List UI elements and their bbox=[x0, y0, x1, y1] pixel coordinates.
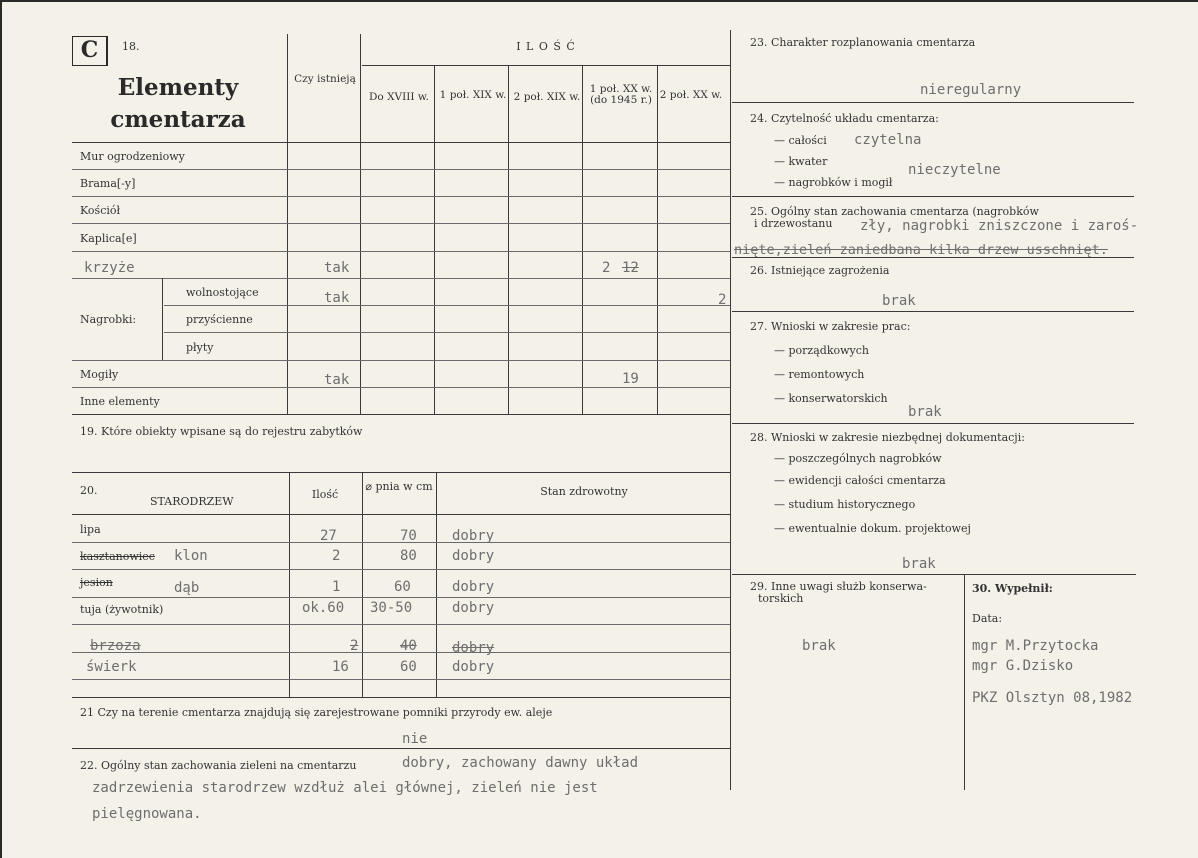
wolnostojace-exists: tak bbox=[324, 290, 350, 306]
title-line2: cmentarza bbox=[110, 106, 246, 133]
q25-answer-2: nięte,zieleń zaniedbana kilka drzew usschnięt. bbox=[734, 242, 1108, 258]
q23-label: 23. Charakter rozplanowania cmentarza bbox=[750, 36, 976, 49]
period-col-4: 2 poł. XX w. bbox=[659, 89, 723, 101]
row-kosciol: Kościół bbox=[80, 204, 121, 217]
q28-c: — studium historycznego bbox=[774, 498, 916, 511]
tree-row-5-qty: 16 bbox=[332, 659, 349, 675]
period-col-3: 1 poł. XX w. (do 1945 r.) bbox=[589, 83, 653, 106]
q24-b: — kwater bbox=[774, 155, 828, 168]
krzyze-exists: tak bbox=[324, 260, 350, 276]
q25-label-1: 25. Ogólny stan zachowania cmentarza (nagrobków bbox=[750, 205, 1039, 218]
section-letter-box: C bbox=[72, 36, 108, 66]
q21-answer: nie bbox=[402, 731, 428, 747]
tree-row-1-health: dobry bbox=[452, 548, 495, 564]
tree-row-0-qty: 27 bbox=[320, 528, 337, 544]
q21-label: 21 Czy na terenie cmentarza znajdują się zarejestrowane pomniki przyrody ew. aleje bbox=[80, 706, 553, 719]
tree-row-2-diam: 60 bbox=[394, 579, 411, 595]
ilosc-header: I L O Ś Ć bbox=[516, 40, 576, 53]
tree-row-1-qty: 2 bbox=[332, 548, 341, 564]
mogily-exists: tak bbox=[324, 372, 350, 388]
row-inne: Inne elementy bbox=[80, 395, 160, 408]
q29-label-2: torskich bbox=[758, 592, 804, 605]
q28-label: 28. Wnioski w zakresie niezbędnej dokumentacji: bbox=[750, 431, 1025, 444]
q30-organization: PKZ Olsztyn 08,1982 bbox=[972, 690, 1133, 706]
trees-header-qty: Ilość bbox=[311, 488, 339, 501]
tree-row-2-printed: jesion bbox=[80, 576, 113, 589]
period-col-0: Do XVIII w. bbox=[369, 91, 429, 103]
q23-answer: nieregularny bbox=[920, 82, 1022, 98]
col-exists-header: Czy istnieją bbox=[294, 73, 356, 85]
q27-b: — remontowych bbox=[774, 368, 865, 381]
q19-label: 19. Które obiekty wpisane są do rejestru zabytków bbox=[80, 425, 363, 438]
q24-a-answer: czytelna bbox=[854, 132, 922, 148]
tree-row-2-health: dobry bbox=[452, 579, 495, 595]
tree-row-4-typed: brzoza bbox=[90, 638, 141, 654]
q30-label: 30. Wypełnił: bbox=[972, 582, 1053, 595]
q24-label: 24. Czytelność układu cmentarza: bbox=[750, 112, 939, 125]
trees-header-health: Stan zdrowotny bbox=[540, 485, 628, 498]
q22-line2: zadrzewienia starodrzew wzdłuż alei głównej, zieleń nie jest bbox=[92, 780, 598, 796]
trees-header-diam: ⌀ pnia w cm bbox=[365, 480, 433, 493]
q27-answer: brak bbox=[908, 404, 942, 420]
row-przyscienne: przyścienne bbox=[186, 313, 253, 326]
tree-row-0-diam: 70 bbox=[400, 528, 417, 544]
q27-label: 27. Wnioski w zakresie prac: bbox=[750, 320, 911, 333]
tree-row-3-diam: 30-50 bbox=[370, 600, 413, 616]
q24-c-answer: nieczytelne bbox=[908, 162, 1001, 178]
tree-row-0-printed: lipa bbox=[80, 523, 101, 536]
row-mur: Mur ogrodzeniowy bbox=[80, 150, 185, 163]
tree-row-2-typed: dąb bbox=[174, 580, 200, 596]
row-brama: Brama[-y] bbox=[80, 177, 136, 190]
q28-d: — ewentualnie dokum. projektowej bbox=[774, 522, 971, 535]
title-line1: Elementy bbox=[117, 74, 239, 101]
row-plyty: płyty bbox=[186, 341, 214, 354]
q27-a: — porządkowych bbox=[774, 344, 869, 357]
q25-label-2: i drzewostanu bbox=[754, 217, 833, 230]
tree-row-0-health: dobry bbox=[452, 528, 495, 544]
q28-answer: brak bbox=[902, 556, 936, 572]
q22-line1: dobry, zachowany dawny układ bbox=[402, 755, 639, 771]
tree-row-5-diam: 60 bbox=[400, 659, 417, 675]
tree-row-4-diam: 40 bbox=[400, 638, 417, 654]
q22-line3: pielęgnowana. bbox=[92, 806, 202, 822]
krzyze-count: 2 bbox=[602, 260, 611, 276]
q28-a: — poszczególnych nagrobków bbox=[774, 452, 942, 465]
tree-row-3-health: dobry bbox=[452, 600, 495, 616]
q29-answer: brak bbox=[802, 638, 836, 654]
q27-c: — konserwatorskich bbox=[774, 392, 888, 405]
tree-row-3-printed: tuja (żywotnik) bbox=[80, 603, 164, 616]
trees-header-name: STARODRZEW bbox=[150, 495, 234, 508]
q24-a: — całości bbox=[774, 134, 827, 147]
q25-answer-1: zły, nagrobki zniszczone i zaroś- bbox=[860, 218, 1139, 234]
tree-row-2-qty: 1 bbox=[332, 579, 341, 595]
row-nagrobki: Nagrobki: bbox=[80, 313, 137, 326]
q26-answer: brak bbox=[882, 293, 916, 309]
mogily-count: 19 bbox=[622, 371, 639, 387]
row-kaplica: Kaplica[e] bbox=[80, 232, 137, 245]
period-col-1: 1 poł. XIX w. bbox=[439, 89, 507, 101]
q26-label: 26. Istniejące zagrożenia bbox=[750, 264, 890, 277]
tree-row-4-health: dobry bbox=[452, 640, 495, 656]
row-wolnostojace: wolnostojące bbox=[186, 286, 259, 299]
q28-b: — ewidencji całości cmentarza bbox=[774, 474, 946, 487]
section-number: 18. bbox=[122, 40, 140, 53]
tree-row-1-typed: klon bbox=[174, 548, 208, 564]
q20-number: 20. bbox=[80, 484, 98, 497]
krzyze-count-struck: 12 bbox=[622, 260, 639, 276]
q29-label-1: 29. Inne uwagi służb konserwa- bbox=[750, 580, 927, 593]
tree-row-4-qty: 2 bbox=[350, 638, 359, 654]
tree-row-1-diam: 80 bbox=[400, 548, 417, 564]
row-krzyze: krzyże bbox=[84, 260, 135, 276]
period-col-2: 2 poł. XIX w. bbox=[513, 91, 581, 103]
tree-row-1-printed: kasztanowiec bbox=[80, 550, 155, 563]
tree-row-5-typed: świerk bbox=[86, 659, 137, 675]
row-mogily: Mogiły bbox=[80, 368, 119, 381]
q30-person-2: mgr G.Dzisko bbox=[972, 658, 1074, 674]
tree-row-3-qty: ok.60 bbox=[302, 600, 345, 616]
q22-label: 22. Ogólny stan zachowania zieleni na cmentarzu bbox=[80, 759, 357, 772]
tree-row-5-health: dobry bbox=[452, 659, 495, 675]
q30-date: Data: bbox=[972, 612, 1003, 625]
wolnostojace-count: 2 bbox=[718, 292, 727, 308]
q30-person-1: mgr M.Przytocka bbox=[972, 638, 1099, 654]
q24-c: — nagrobków i mogił bbox=[774, 176, 893, 189]
